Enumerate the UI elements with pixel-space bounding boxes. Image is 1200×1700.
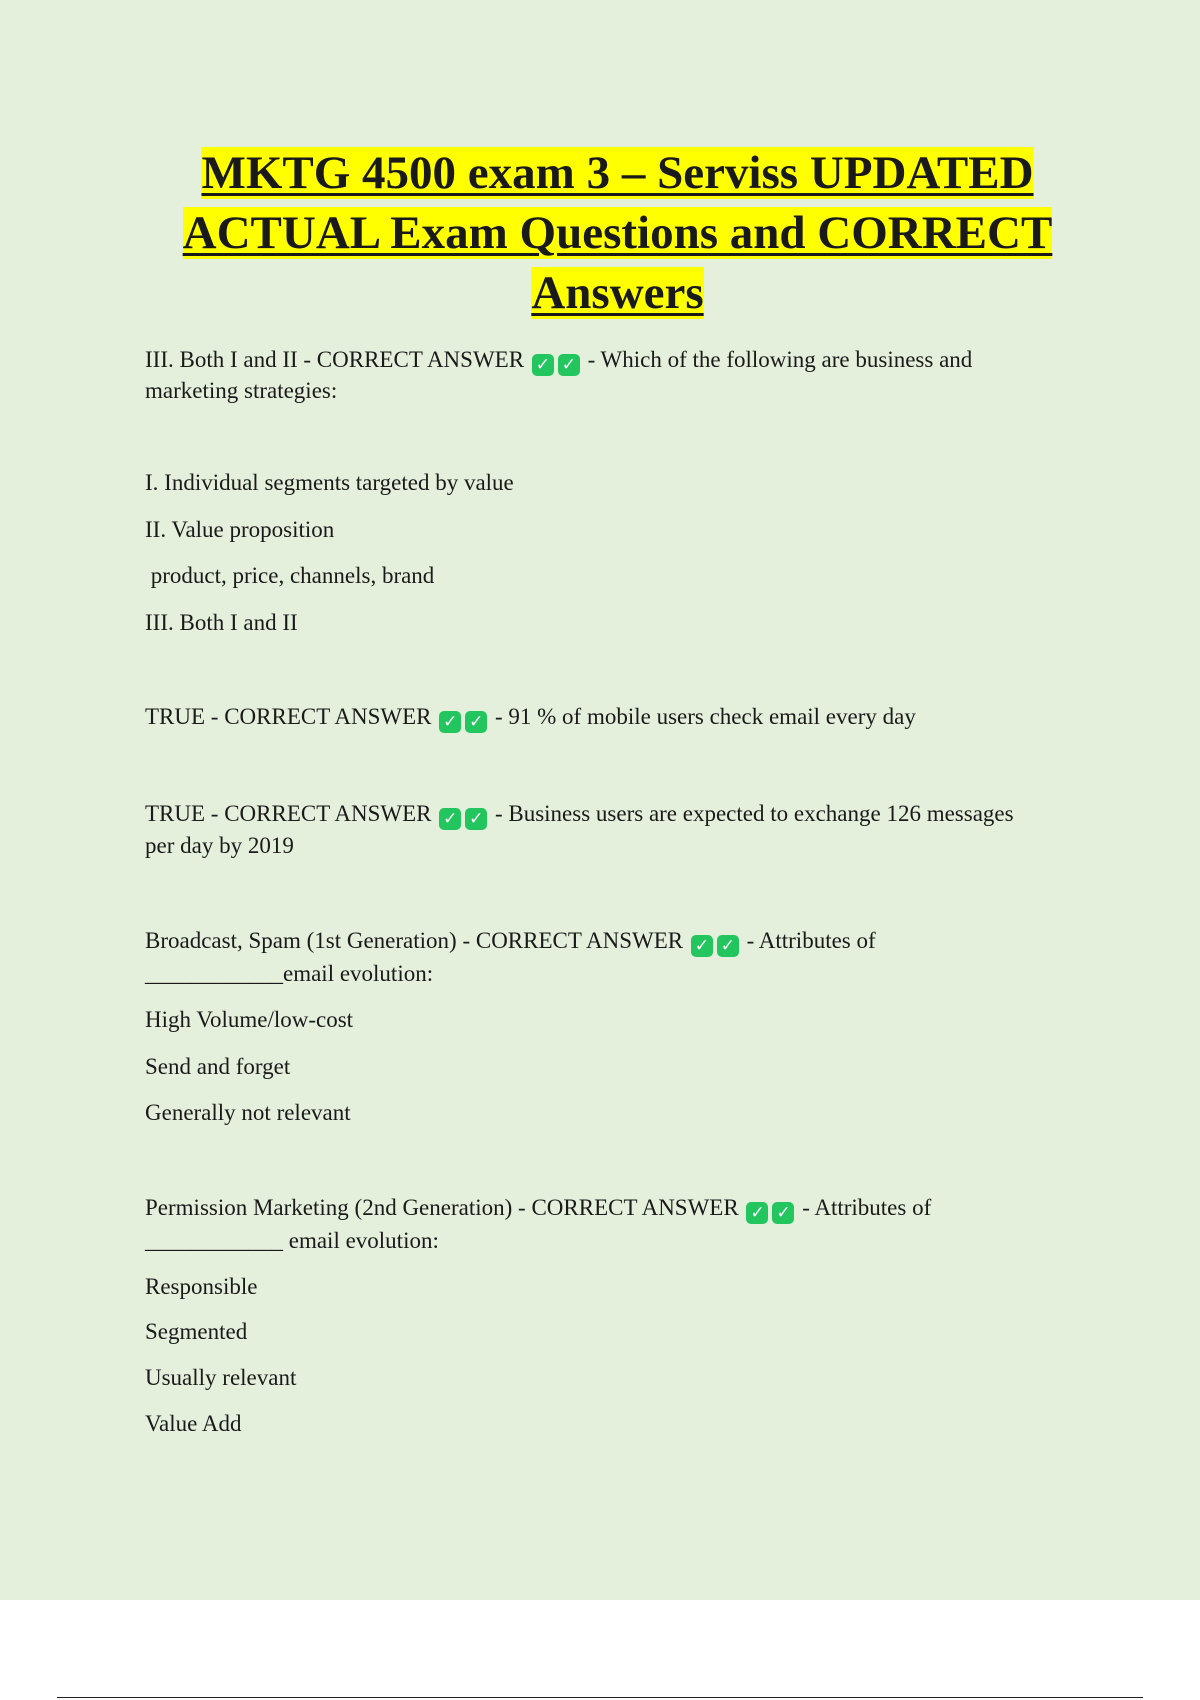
q2-answer: TRUE - CORRECT ANSWER bbox=[145, 704, 432, 729]
q4-answer: Broadcast, Spam (1st Generation) - CORRECT ANSWER bbox=[145, 928, 684, 953]
q1-question-cont: marketing strategies: bbox=[145, 378, 338, 403]
q3-question-cont: per day by 2019 bbox=[145, 833, 294, 858]
q4-question-cont: ____________email evolution: bbox=[145, 961, 434, 986]
q4-question: - Attributes of bbox=[746, 928, 876, 953]
check-square-icon: ✓ bbox=[439, 808, 461, 830]
title-line-2: ACTUAL Exam Questions and CORRECT bbox=[182, 207, 1053, 259]
title-line-1: MKTG 4500 exam 3 – Serviss UPDATED bbox=[201, 147, 1034, 199]
q1-answer-line bbox=[145, 344, 972, 376]
q1-option-1: I. Individual segments targeted by value bbox=[145, 470, 514, 495]
q5-option-2: Segmented bbox=[145, 1319, 248, 1344]
q4-answer-line bbox=[145, 925, 876, 957]
check-square-icon: ✓ bbox=[465, 808, 487, 830]
check-square-icon: ✓ bbox=[439, 711, 461, 733]
check-square-icon: ✓ bbox=[465, 711, 487, 733]
q5-question-cont: ____________ email evolution: bbox=[145, 1228, 439, 1253]
q1-answer: III. Both I and II - CORRECT ANSWER bbox=[145, 347, 525, 372]
title-line-3: Answers bbox=[531, 267, 704, 319]
q1-option-4: III. Both I and II bbox=[145, 610, 298, 635]
q5-answer: Permission Marketing (2nd Generation) - CORRECT ANSWER bbox=[145, 1195, 739, 1220]
q4-option-2: Send and forget bbox=[145, 1054, 291, 1079]
check-square-icon: ✓ bbox=[558, 354, 580, 376]
q3-answer: TRUE - CORRECT ANSWER bbox=[145, 801, 432, 826]
q1-option-2: II. Value proposition bbox=[145, 517, 335, 542]
q1-option-3: product, price, channels, brand bbox=[145, 563, 435, 588]
q2-question: - 91 % of mobile users check email every day bbox=[494, 704, 916, 729]
check-square-icon: ✓ bbox=[717, 935, 739, 957]
check-square-icon: ✓ bbox=[532, 354, 554, 376]
q5-question: - Attributes of bbox=[802, 1195, 932, 1220]
q1-question: - Which of the following are business and bbox=[587, 347, 973, 372]
document-title bbox=[130, 143, 1105, 323]
q4-option-1: High Volume/low-cost bbox=[145, 1007, 354, 1032]
q5-option-3: Usually relevant bbox=[145, 1365, 297, 1390]
check-square-icon: ✓ bbox=[691, 935, 713, 957]
check-square-icon: ✓ bbox=[746, 1202, 768, 1224]
footer-divider bbox=[57, 1697, 1143, 1698]
q5-answer-line bbox=[145, 1192, 931, 1224]
q3-answer-line bbox=[145, 798, 1014, 830]
q4-option-3: Generally not relevant bbox=[145, 1100, 351, 1125]
q3-question: - Business users are expected to exchange 126 messages bbox=[494, 801, 1014, 826]
q2-answer-line bbox=[145, 701, 916, 733]
q5-option-1: Responsible bbox=[145, 1274, 258, 1299]
q5-option-4: Value Add bbox=[145, 1411, 242, 1436]
check-square-icon: ✓ bbox=[772, 1202, 794, 1224]
